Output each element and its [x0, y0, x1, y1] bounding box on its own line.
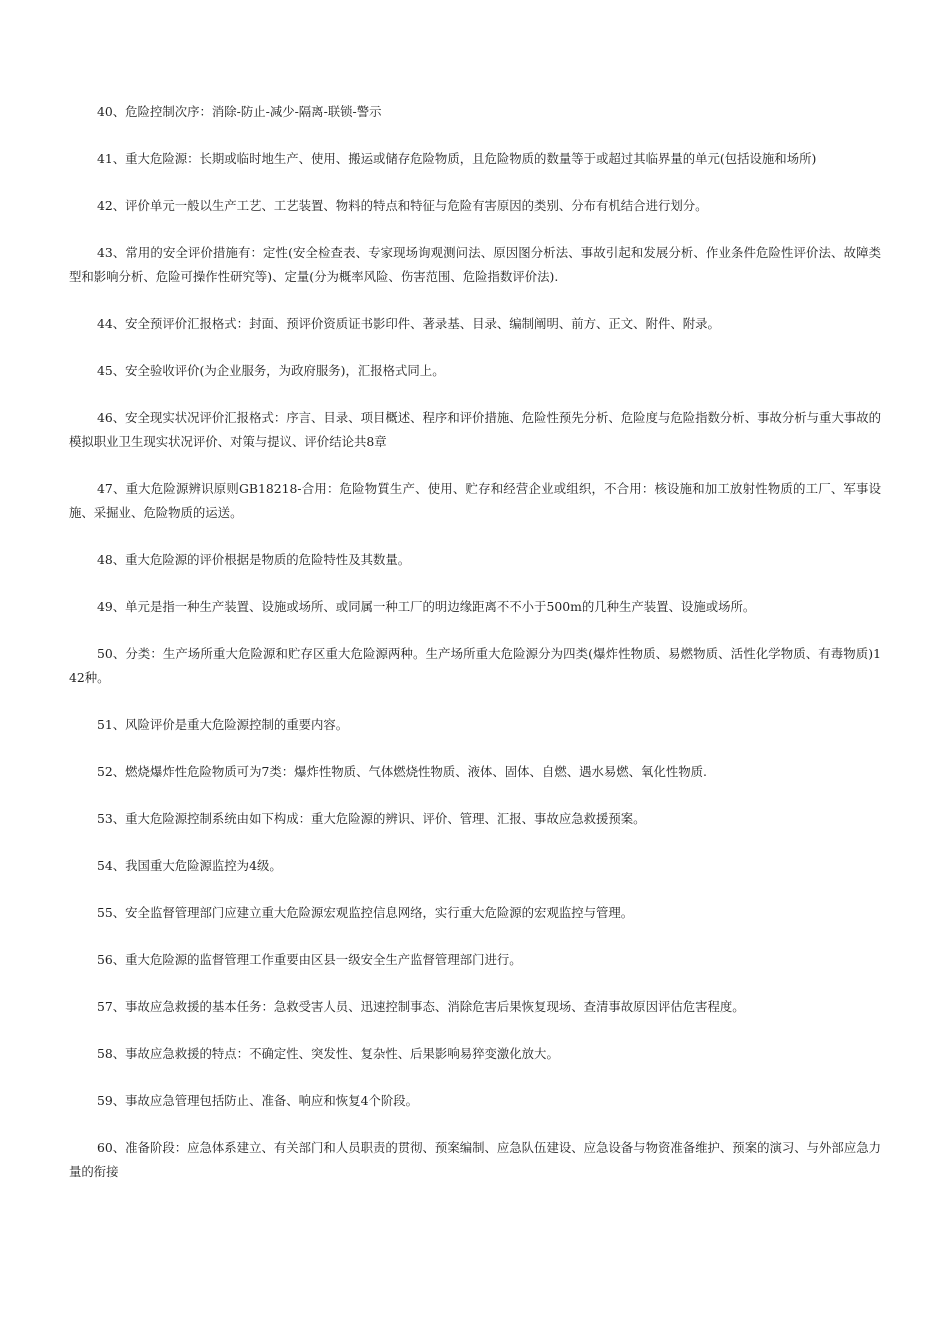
- paragraph-55: 55、安全监督管理部门应建立重大危险源宏观监控信息网络，实行重大危险源的宏观监控与管理。: [97, 905, 634, 920]
- paragraph-58: 58、事故应急救援的特点：不确定性、突发性、复杂性、后果影响易猝变激化放大。: [97, 1046, 559, 1061]
- document-body: [69, 100, 881, 1207]
- paragraph-45: 45、安全验收评价(为企业服务，为政府服务)，汇报格式同上。: [97, 363, 445, 378]
- paragraph-52: 52、燃烧爆炸性危险物质可为7类：爆炸性物质、气体燃烧性物质、液体、固体、自燃、遇水易燃、氧化性物质.: [97, 764, 707, 779]
- paragraph-51: 51、风险评价是重大危险源控制的重要内容。: [97, 717, 349, 732]
- paragraph-48: 48、重大危险源的评价根据是物质的危险特性及其数量。: [97, 552, 411, 567]
- paragraph-41: 41、重大危险源：长期或临时地生产、使用、搬运或储存危险物质，且危险物质的数量等于或超过其临界量的单元(包括设施和场所): [97, 151, 817, 166]
- paragraph-49: 49、单元是指一种生产装置、设施或场所、或同属一种工厂的明边缘距离不不小于500m的几种生产装置、设施或场所。: [97, 599, 756, 614]
- paragraph-54: 54、我国重大危险源监控为4级。: [97, 858, 282, 873]
- paragraph-56: 56、重大危险源的监督管理工作重要由区县一级安全生产监督管理部门进行。: [97, 952, 522, 967]
- paragraph-60: 60、准备阶段：应急体系建立、有关部门和人员职责的贯彻、预案编制、应急队伍建设、应急设备与物资准备维护、预案的演习、与外部应急力量的衔接: [69, 1140, 881, 1179]
- paragraph-57: 57、事故应急救援的基本任务：急救受害人员、迅速控制事态、消除危害后果恢复现场、查清事故原因评估危害程度。: [97, 999, 745, 1014]
- paragraph-42: 42、评价单元一般以生产工艺、工艺装置、物料的特点和特征与危险有害原因的类别、分布有机结合进行划分。: [97, 198, 708, 213]
- paragraph-46: 46、安全现实状况评价汇报格式：序言、目录、项目概述、程序和评价措施、危险性预先分析、危险度与危险指数分析、事故分析与重大事故的模拟职业卫生现实状况评价、对策与提议、评价结论共8章: [69, 410, 881, 449]
- paragraph-47: 47、重大危险源辨识原则GB18218-合用：危险物質生产、使用、贮存和经营企业或组织，不合用：核设施和加工放射性物质的工厂、军事设施、采掘业、危险物质的运送。: [69, 481, 881, 520]
- paragraph-59: 59、事故应急管理包括防止、准备、响应和恢复4个阶段。: [97, 1093, 419, 1108]
- paragraph-53: 53、重大危险源控制系统由如下构成：重大危险源的辨识、评价、管理、汇报、事故应急救援预案。: [97, 811, 646, 826]
- paragraph-44: 44、安全预评价汇报格式：封面、预评价资质证书影印件、著录基、目录、编制阐明、前方、正文、附件、附录。: [97, 316, 720, 331]
- paragraph-40: 40、危险控制次序：消除-防止-减少-隔离-联锁-警示: [97, 104, 382, 119]
- paragraph-50: 50、分类：生产场所重大危险源和贮存区重大危险源两种。生产场所重大危险源分为四类(爆炸性物质、易燃物质、活性化学物质、有毒物质)142种。: [69, 646, 881, 685]
- paragraph-43: 43、常用的安全评价措施有：定性(安全检查表、专家现场询观测问法、原因图分析法、事故引起和发展分析、作业条件危险性评价法、故障类型和影响分析、危险可操作性研究等)、定量(分为概率风险、伤害范围、危险指数评价法).: [69, 245, 881, 284]
